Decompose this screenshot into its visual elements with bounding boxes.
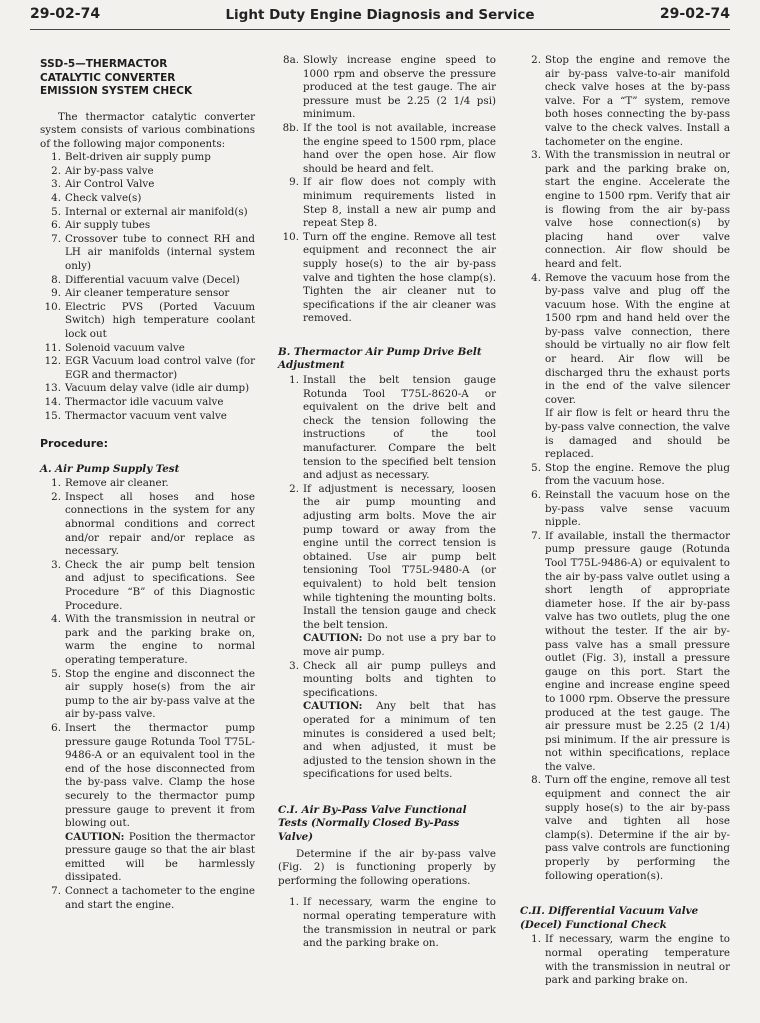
section-a-steps-continued <box>278 54 496 326</box>
step-item: 5. Stop the engine. Remove the plug from the vacuum hose. <box>531 461 730 488</box>
caution-note: CAUTION: Position the thermactor pressure gauge so that the air blast emitted will be harmlessly dissipated. <box>65 830 255 884</box>
list-item: 13. Vacuum delay valve (idle air dump) <box>44 382 250 395</box>
running-title: Light Duty Engine Diagnosis and Service <box>225 7 535 23</box>
list-item: 14. Thermactor idle vacuum valve <box>44 395 224 408</box>
list-item: 12. EGR Vacuum load control valve (for EGR and thermactor) <box>44 355 255 381</box>
page-number-left: 29-02-74 <box>30 6 101 22</box>
step-item: 7. If available, install the thermactor pump pressure gauge (Rotunda Tool T75L-9486-A) or equivalent to the air by-pass valve outlet using a short length of appropriate diameter hose. If the air by-pass valve has two outlets, plug the one without the tester. If the air by-pass valve has a small pressure outlet (Fig. 3), install a pressure gauge on this port. Start the engine and increase engine speed to 1000 rpm. Observe the pressure produced at the test gauge. The air pressure must be 2.25 (2 1/4) psi minimum. If the air pressure is not within specifications, replace the valve. <box>531 529 730 773</box>
step-item: 1. If necessary, warm the engine to normal operating temperature with the transmission in neutral or park and parking brake on. <box>531 933 730 987</box>
section-b-heading: B. Thermactor Air Pump Drive Belt Adjustment <box>278 345 482 372</box>
list-item: 1. Belt-driven air supply pump <box>51 151 211 164</box>
intro-paragraph: The thermactor catalytic converter system consists of various combinations of the following major components: <box>40 110 255 150</box>
page-header <box>30 6 730 30</box>
list-item: 10. Electric PVS (Ported Vacuum Switch) high temperature coolant lock out <box>44 300 255 340</box>
section-a-steps <box>40 477 255 830</box>
section-c2-heading: C.II. Differential Vacuum Valve (Decel) Functional Check <box>520 905 699 931</box>
caution-note: CAUTION: Do not use a pry bar to move air pump. <box>303 632 496 658</box>
step-item: 3. With the transmission in neutral or park and the parking brake on, start the engine. Accelerate the engine to 1500 rpm. Verify that air is flowing from the air by-pass valve hose connection(s) by placing hand over valve connection. Air flow should be heard and felt. <box>531 149 730 270</box>
list-item: 15. Thermactor vacuum vent valve <box>44 409 227 422</box>
section-c1-heading: C.I. Air By-Pass Valve Functional Tests (Normally Closed By-Pass Valve) <box>278 803 467 844</box>
step-item: 6. Insert the thermactor pump pressure gauge Rotunda Tool T75L-9486-A or an equivalent tool in the end of the hose disconnected from the by-pass valve. Clamp the hose securely to the thermactor pump pressure gauge to prevent it from blowing out. <box>51 721 255 830</box>
step-item: 4. With the transmission in neutral or park and the parking brake on, warm the engine to normal operating temperature. <box>51 613 255 666</box>
list-item: 4. Check valve(s) <box>51 192 142 205</box>
section-a-heading: A. Air Pump Supply Test <box>40 462 180 475</box>
step-item: 8b. If the tool is not available, increase the engine speed to 1500 rpm, place hand over the open hose. Air flow should be heard and felt. <box>282 121 496 175</box>
step-item: 5. Stop the engine and disconnect the air supply hose(s) from the air pump to the air by-pass valve at the air by-pass valve. <box>51 667 255 721</box>
procedure-heading: Procedure: <box>40 437 109 451</box>
step-item: 1. Install the belt tension gauge Rotunda Tool T75L-8620-A or equivalent on the drive belt and check the tension following the instructions of the tool manufacturer. Compare the belt tension to the specified belt tension and adjust as necessary. <box>289 374 496 482</box>
step-item: 2. If adjustment is necessary, loosen the air pump mounting and adjusting arm bolts. Move the air pump toward or away from the engine until the correct tension is obtained. Use air pump belt tensioning Tool T75L-9480-A (or equivalent) to hold belt tension while tightening the mounting bolts. Install the tension gauge and check the belt tension. <box>289 482 496 631</box>
list-item: 2. Air by-pass valve <box>51 164 154 177</box>
list-item: 6. Air supply tubes <box>51 219 151 232</box>
step-item: 1. Remove air cleaner. <box>51 477 169 490</box>
component-list <box>40 151 255 423</box>
section-b-steps <box>278 374 496 632</box>
list-item: 5. Internal or external air manifold(s) <box>51 205 248 218</box>
column-middle <box>278 54 496 951</box>
step-item: 3. Check all air pump pulleys and mounting bolts and tighten to specifications. <box>289 659 496 699</box>
header-rule <box>30 29 730 30</box>
column-right <box>520 54 730 988</box>
step-item: 6. Reinstall the vacuum hose on the by-pass valve sense vacuum nipple. <box>531 489 730 529</box>
list-item: 7. Crossover tube to connect RH and LH air manifolds (internal system only) <box>51 232 255 273</box>
section-title-ssd5: SSD-5—THERMACTOR CATALYTIC CONVERTER EMISSION SYSTEM CHECK <box>40 58 193 97</box>
section-c1-steps <box>520 54 730 407</box>
list-item: 11. Solenoid vacuum valve <box>44 341 185 354</box>
step-item: 1. If necessary, warm the engine to normal operating temperature with the transmission in neutral or park and the parking brake on. <box>289 896 496 950</box>
step-item: 8. Turn off the engine, remove all test equipment and connect the air supply hose(s) to the air by-pass valve and tighten all hose clamp(s). Determine if the air by-pass valve controls are functioning properly by performing the following operation(s). <box>531 774 730 882</box>
step-item: 9. If air flow does not comply with minimum requirements listed in Step 8, install a new air pump and repeat Step 8. <box>289 176 496 230</box>
step-item: 10. Turn off the engine. Remove all test equipment and reconnect the air supply hose(s) to the air by-pass valve and tighten the hose clamp(s). Tighten the air cleaner nut to specifications if the air cleaner was removed. <box>282 230 496 325</box>
step-item: 4. Remove the vacuum hose from the by-pass valve and plug off the vacuum hose. With the engine at 1500 rpm and hand held over the by-pass valve connection, there should be virtually no air flow felt or heard. Air flow will be discharged thru the exhaust ports in the end of the valve silencer cover. <box>531 271 730 406</box>
step-item: 7. Connect a tachometer to the engine and start the engine. <box>51 885 255 911</box>
page-number-right: 29-02-74 <box>659 6 730 22</box>
list-item: 8. Differential vacuum valve (Decel) <box>51 273 240 286</box>
caution-note: CAUTION: Any belt that has operated for a minimum of ten minutes is considered a used belt; and when adjusted, it must be adjusted to the tension shown in the specifications for used belts. <box>303 700 496 781</box>
list-item: 9. Air cleaner temperature sensor <box>51 287 230 300</box>
c1-intro-paragraph: Determine if the air by-pass valve (Fig. 2) is functioning properly by performing the following operations. <box>278 847 496 887</box>
step-item: 3. Check the air pump belt tension and adjust to specifications. See Procedure “B” of this Diagnostic Procedure. <box>51 558 255 612</box>
step-item: 2. Stop the engine and remove the air by-pass valve-to-air manifold check valve hoses at the by-pass valve. For a “T” system, remove both hoses connecting the by-pass valve to the check valves. Install a tachometer on the engine. <box>531 54 730 148</box>
list-item: 3. Air Control Valve <box>51 178 155 191</box>
step-item: 8a. Slowly increase engine speed to 1000 rpm and observe the pressure produced at the test gauge. The air pressure must be 2.25 (2 1/4 psi) minimum. <box>283 54 496 121</box>
step-continuation: If air flow is felt or heard thru the by-pass valve connection, the valve is damaged and should be replaced. <box>545 407 730 461</box>
step-item: 2. Inspect all hoses and hose connections in the system for any abnormal conditions and correct and/or repair and/or replace as necessary. <box>51 490 255 558</box>
column-left <box>40 50 255 912</box>
